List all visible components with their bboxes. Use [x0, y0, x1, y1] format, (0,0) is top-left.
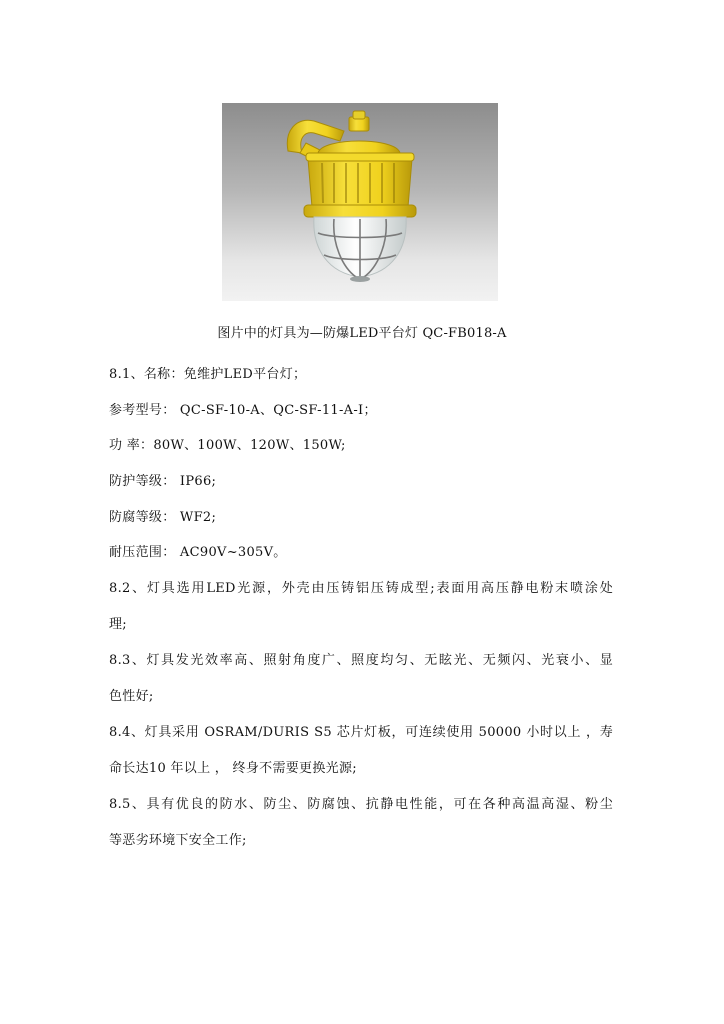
voltage-range: 耐压范围： AC90V~305V。	[109, 545, 287, 560]
paragraph-8-5-line-1: 8.5、具有优良的防水、防尘、防腐蚀、抗静电性能，可在各种高温高湿、粉尘	[109, 797, 613, 812]
explosion-proof-lamp-illustration	[222, 103, 498, 301]
paragraph-8-3-line-1: 8.3、灯具发光效率高、照射角度广、照度均匀、无眩光、无频闪、光衰小、显	[109, 653, 613, 668]
paragraph-8-2-line-1: 8.2、灯具选用LED光源，外壳由压铸铝压铸成型;表面用高压静电粉末喷涂处	[109, 581, 613, 596]
paragraph-8-2-line-2: 理;	[109, 617, 127, 632]
product-photo	[222, 103, 498, 301]
anticorrosion-grade: 防腐等级： WF2;	[109, 510, 217, 525]
figure-caption: 图片中的灯具为—防爆LED平台灯 QC-FB018-A	[217, 326, 507, 341]
paragraph-8-3-line-2: 色性好;	[109, 689, 154, 704]
paragraph-8-4-line-2: 命长达10 年以上 ， 终身不需要更换光源;	[109, 761, 357, 776]
item-8-1-name: 8.1、名称：免维护LED平台灯；	[109, 367, 307, 382]
protection-grade: 防护等级： IP66;	[109, 474, 217, 489]
power-rating: 功 率：80W、100W、120W、150W;	[109, 438, 346, 453]
reference-model: 参考型号： QC-SF-10-A、QC-SF-11-A-Ⅰ；	[109, 403, 377, 418]
paragraph-8-4-line-1: 8.4、灯具采用 OSRAM/DURIS S5 芯片灯板，可连续使用 50000 小时以上 ，寿	[109, 725, 613, 740]
paragraph-8-5-line-2: 等恶劣环境下安全工作;	[109, 833, 247, 848]
